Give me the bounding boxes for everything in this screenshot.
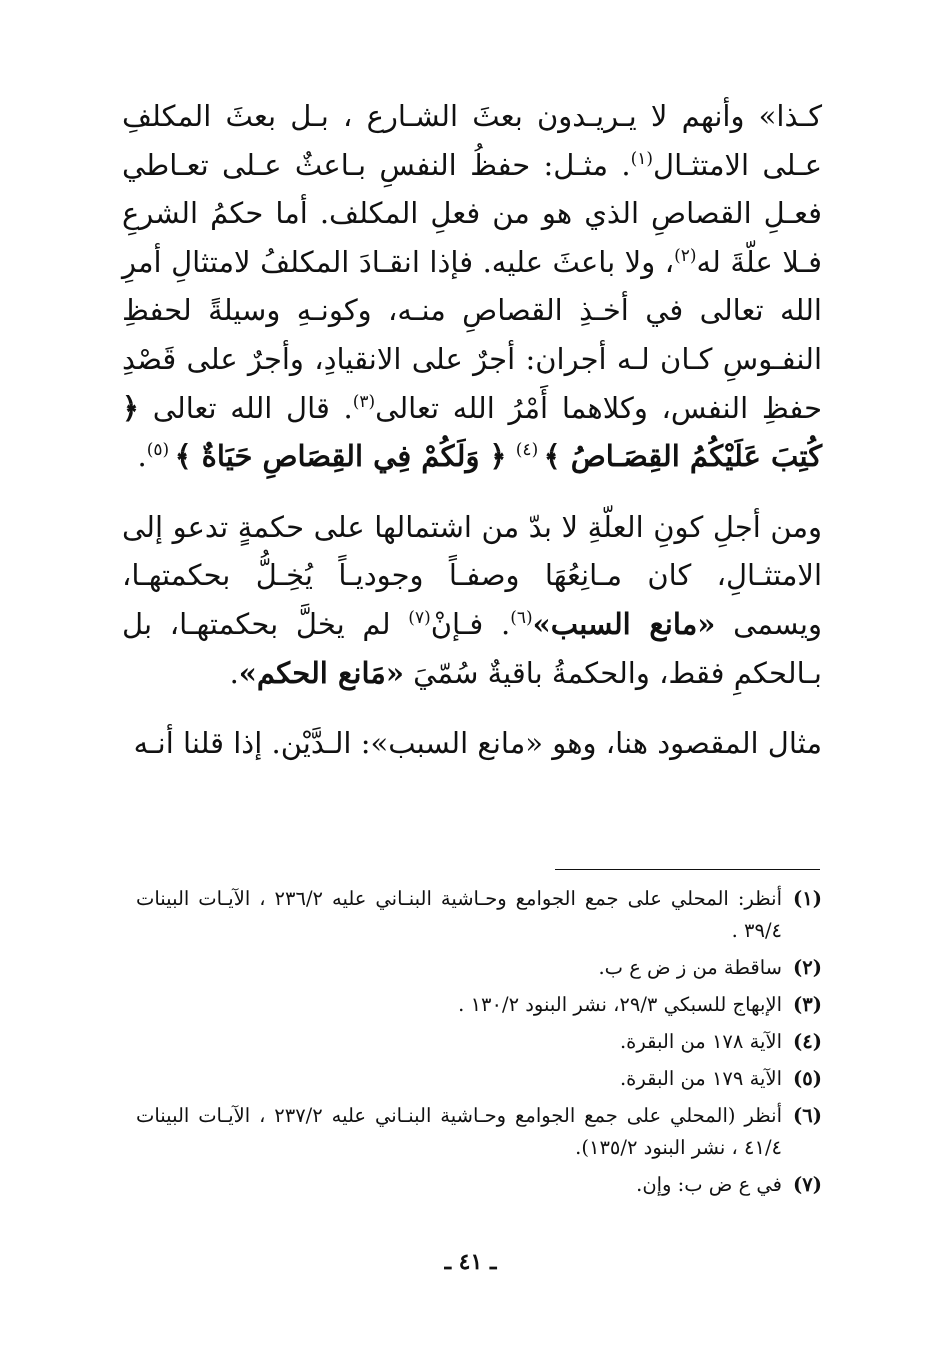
footnote [136, 1169, 822, 1201]
text-run: . قال الله تعالى [139, 390, 353, 425]
footnotes [136, 883, 822, 1206]
footnote [136, 1063, 822, 1095]
footnote-number: (٢) [793, 956, 822, 979]
paragraph [122, 719, 822, 768]
footnote-marker: (٤) [515, 440, 544, 461]
footnote-marker: (٢) [674, 245, 697, 266]
bold-term: «مَانع الحكم» [238, 655, 404, 690]
footnote-marker: (٧) [408, 607, 431, 628]
footnote-text: الآية ١٧٩ من البقرة. [619, 1067, 782, 1090]
footnote-text: أنظر (المحلي على جمع الجوامع وحـاشية البنـاني عليه ٢٣٧/٢ ، الآيـات البينات ٤١/٤ ، نشر البنود ١٣٥/٢). [136, 1104, 782, 1159]
footnote-number: (٣) [793, 993, 822, 1016]
footnote [136, 1100, 822, 1164]
footnote-number: (٧) [793, 1173, 822, 1196]
footnote [136, 952, 822, 984]
paragraph [122, 503, 822, 697]
paragraph [122, 92, 822, 481]
footnote-text: ساقطة من ز ض ع ب. [598, 956, 782, 979]
footnote-text: الآية ١٧٨ من البقرة. [619, 1030, 782, 1053]
text-run: . مثـل: حفظُ النفسِ بـاعثٌ عـلى تعـاطي فعـلِ القصاصِ الذي هو من فعلِ المكلف. أما حكمُ الشرعِ فـلا علّةَ له [122, 147, 822, 279]
footnote-marker: (٦) [510, 607, 533, 628]
quran-verse: ﴿ وَلَكُمْ فِي القِصَاصِ حَيَاةٌ ﴾ [174, 439, 507, 474]
footnote [136, 883, 822, 947]
text-run: ، ولا باعثَ عليه. فإذا انقـادَ المكلفُ لامتثالِ أمرِ الله تعالى في أخـذِ القصاصِ منـه، وكونـهِ وسيلةً لحفظِ النفـوسِ كـان لـه أجران: أجرٌ على الانقيادِ، وأجرٌ على قَصْدِ حفظِ النفس، وكلاهما أَمْرُ الله تعالى [122, 244, 822, 425]
footnote-number: (١) [793, 887, 822, 910]
footnote-separator [555, 869, 820, 870]
footnote-marker: (٣) [352, 391, 376, 412]
text-run: لم يخلَّ بحكمتهـا، بل بـالحكمِ فقط، والحكمةُ باقيةٌ سُمّيَ [122, 606, 822, 690]
footnote-number: (٤) [793, 1030, 822, 1053]
footnote-number: (٦) [793, 1104, 822, 1127]
footnote-text: أنظر: المحلي على جمع الجوامع وحـاشية البنـاني عليه ٢٣٦/٢ ، الآيـات البينات ٣٩/٤ . [136, 887, 782, 942]
main-text [122, 92, 822, 768]
footnote-text: الإبهاج للسبكي ٢٩/٣، نشر البنود ١٣٠/٢ . [458, 993, 782, 1016]
footnote-text: في ع ض ب: وإن. [636, 1173, 782, 1196]
quran-verse: ﴿ كُتِبَ عَلَيْكُمُ القِصَـاصُ ﴾ [122, 390, 822, 474]
footnote-number: (٥) [793, 1067, 822, 1090]
text-run: . فـإنْ [430, 606, 511, 641]
text-run: مثال المقصود هنا، وهو «مانع السبب»: الـدَّيْن. إذا قلنا أنـه [133, 726, 822, 761]
footnote [136, 989, 822, 1021]
text-run: . [229, 655, 239, 690]
footnote [136, 1026, 822, 1058]
footnote-marker: (١) [630, 148, 654, 169]
bold-term: «مانع السبب» [532, 606, 716, 641]
footnote-marker: (٥) [146, 440, 175, 461]
text-run [507, 439, 516, 473]
text-run: . [137, 439, 147, 474]
text-run: كـذا» وأنهم لا يـريـدون بعثَ الشـارع ، بـل بعثَ المكلفِ عـلى الامتثـال [122, 99, 822, 182]
text-run: ومن أجلِ كونِ العلّةِ لا بدّ من اشتمالها على حكمةٍ تدعو إلى الامتثـالِ، كان مـانِعُهَا وصفـاً وجوديـاً يُخِـلُّ بحكمتهـا، ويسمى [122, 509, 822, 641]
page-number: ـ ٤١ ـ [444, 1249, 497, 1275]
